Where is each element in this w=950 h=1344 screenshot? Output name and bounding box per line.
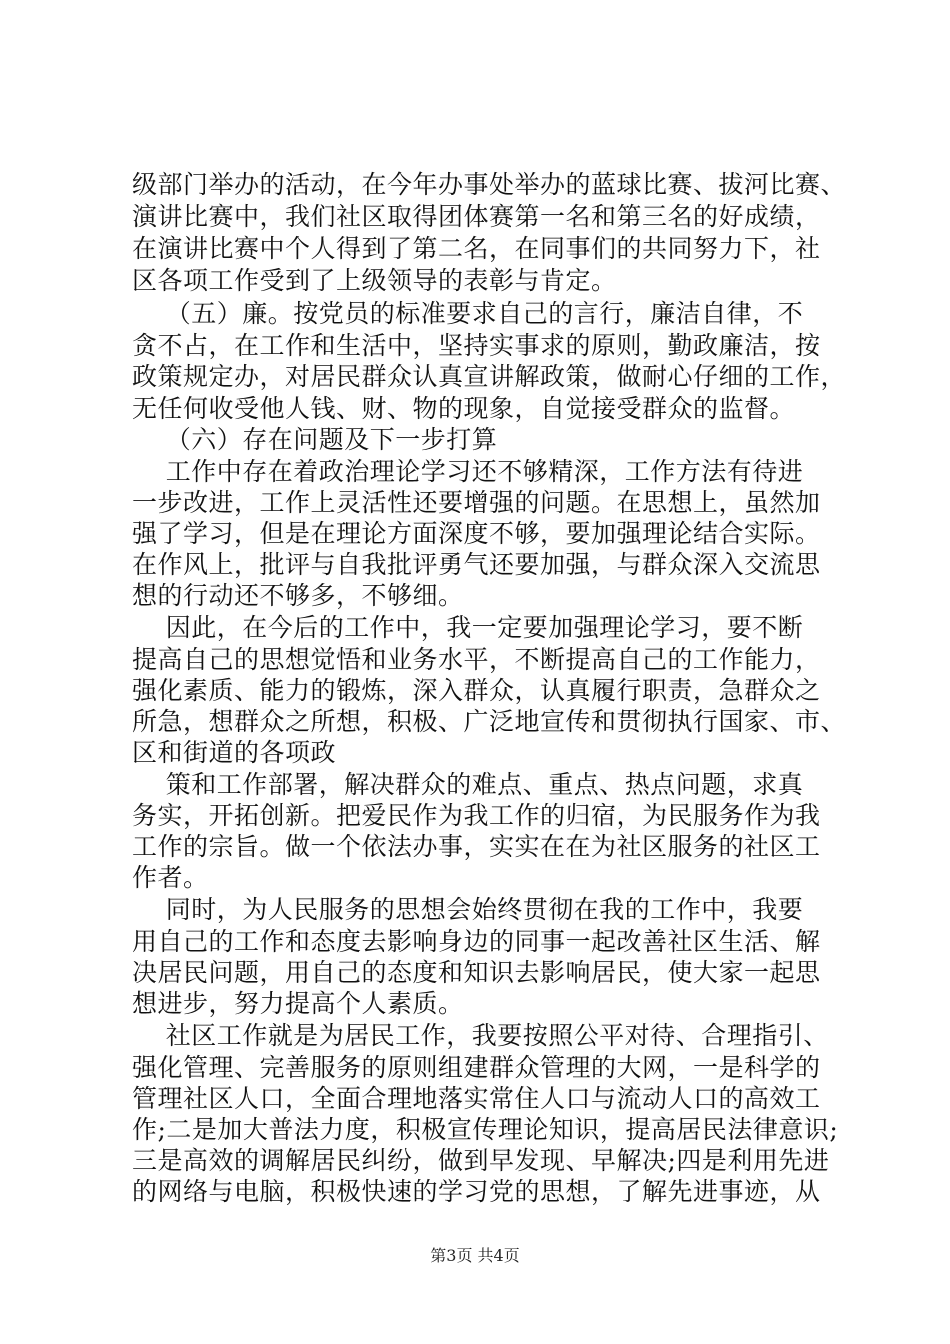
text-line: 想进步，努力提高个人素质。 — [132, 989, 464, 1018]
text-line: 区各项工作受到了上级领导的表彰与肯定。 — [132, 266, 617, 295]
text-line: 所急，想群众之所想，积极、广泛地宣传和贯彻执行国家、市、 — [132, 707, 847, 736]
text-line: 区和街道的各项政 — [132, 738, 337, 767]
text-line: 决居民问题，用自己的态度和知识去影响居民，使大家一起思 — [132, 958, 821, 987]
text-line: 贪不占，在工作和生活中，坚持实事求的原则，勤政廉洁，按 — [132, 331, 821, 360]
text-line: 强化管理、完善服务的原则组建群众管理的大网，一是科学的 — [132, 1053, 821, 1082]
text-line: 强化素质、能力的锻炼，深入群众，认真履行职责，急群众之 — [132, 676, 821, 705]
text-line: 想的行动还不够多，不够细。 — [132, 581, 464, 610]
text-line: 因此，在今后的工作中，我一定要加强理论学习，要不断 — [132, 613, 804, 642]
text-line: 提高自己的思想觉悟和业务水平，不断提高自己的工作能力， — [132, 645, 821, 674]
text-line: （五）廉。按党员的标准要求自己的言行，廉洁自律，不 — [132, 299, 804, 328]
text-line: 无任何收受他人钱、财、物的现象，自觉接受群众的监督。 — [132, 394, 796, 423]
text-line: 工作中存在着政治理论学习还不够精深，工作方法有待进 — [132, 457, 804, 486]
text-line: 演讲比赛中，我们社区取得团体赛第一名和第三名的好成绩， — [132, 202, 821, 231]
text-line: 作;二是加大普法力度，积极宣传理论知识，提高居民法律意识; — [132, 1115, 839, 1144]
text-line: 作者。 — [132, 863, 209, 892]
text-line: 在演讲比赛中个人得到了第二名，在同事们的共同努力下，社 — [132, 234, 821, 263]
text-line: 的网络与电脑，积极快速的学习党的思想，了解先进事迹，从 — [132, 1177, 821, 1206]
page-number-footer: 第3页 共4页 — [430, 1246, 520, 1265]
text-line: 政策规定办，对居民群众认真宣讲解政策，做耐心仔细的工作， — [132, 362, 847, 391]
text-line: 社区工作就是为居民工作，我要按照公平对待、合理指引、 — [132, 1021, 829, 1050]
text-line: 同时，为人民服务的思想会始终贯彻在我的工作中，我要 — [132, 895, 804, 924]
text-line: 务实，开拓创新。把爱民作为我工作的归宿，为民服务作为我 — [132, 801, 821, 830]
text-line: 强了学习，但是在理论方面深度不够，要加强理论结合实际。 — [132, 519, 821, 548]
text-line: 三是高效的调解居民纠纷，做到早发现、早解决;四是利用先进 — [132, 1146, 830, 1175]
text-line: 工作的宗旨。做一个依法办事，实实在在为社区服务的社区工 — [132, 832, 821, 861]
text-line: 级部门举办的活动，在今年办事处举办的蓝球比赛、拔河比赛、 — [132, 170, 847, 199]
section-heading: （六）存在问题及下一步打算 — [132, 425, 498, 454]
text-line: 用自己的工作和态度去影响身边的同事一起改善社区生活、解 — [132, 927, 821, 956]
text-line: 在作风上，批评与自我批评勇气还要加强，与群众深入交流思 — [132, 550, 821, 579]
text-line: 管理社区人口，全面合理地落实常住人口与流动人口的高效工 — [132, 1084, 821, 1113]
text-line: 一步改进，工作上灵活性还要增强的问题。在思想上，虽然加 — [132, 488, 821, 517]
text-line: 策和工作部署，解决群众的难点、重点、热点问题，求真 — [132, 770, 804, 799]
